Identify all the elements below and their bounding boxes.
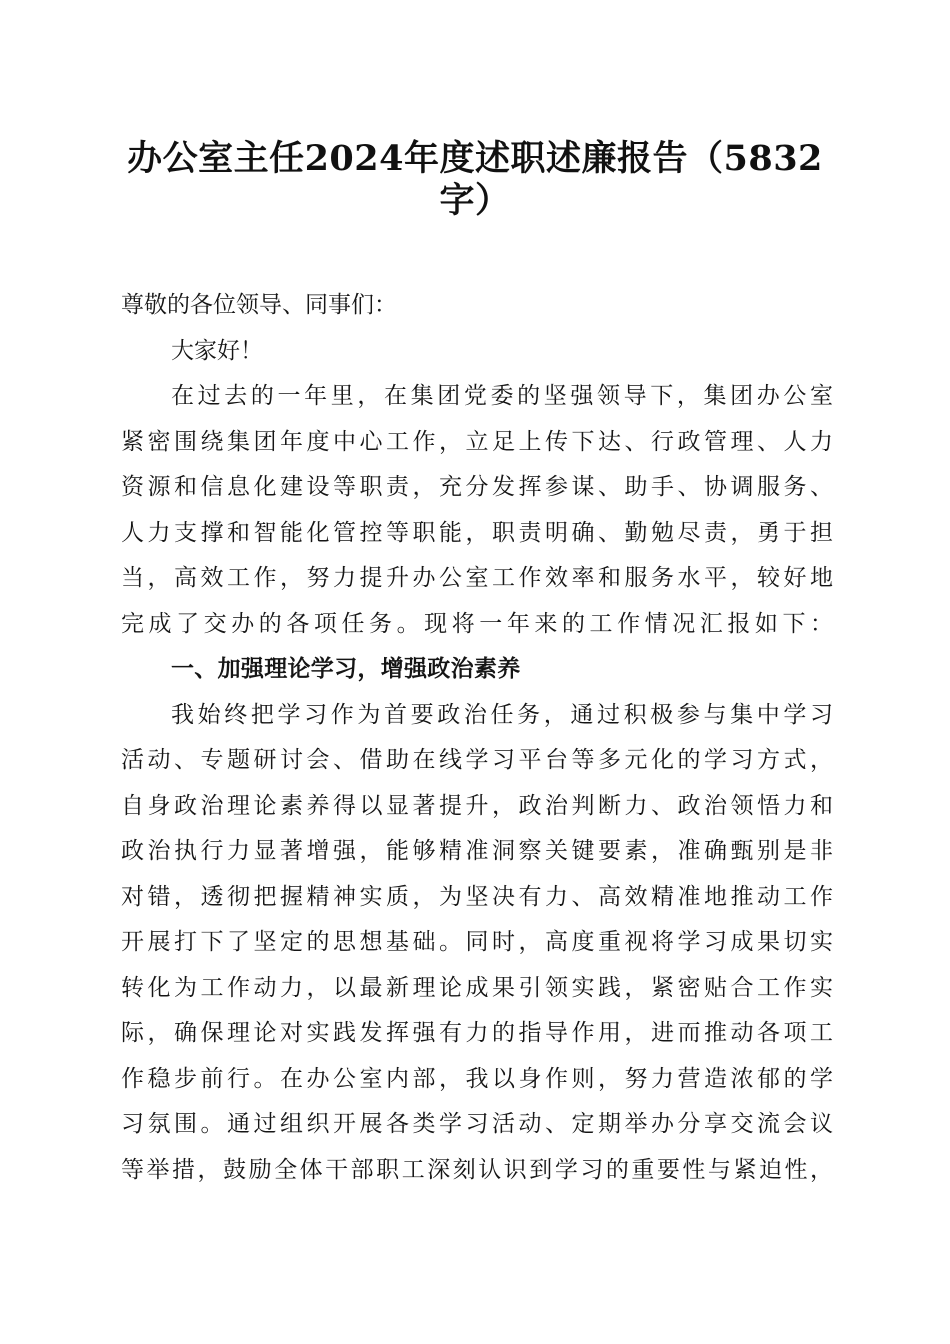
paragraph-line: 人力支撑和智能化管控等职能，职责明确、勤勉尽责，勇于担 (121, 519, 833, 546)
paragraph-line: 开展打下了坚定的思想基础。同时，高度重视将学习成果切实 (121, 929, 833, 955)
paragraph-study (121, 693, 833, 1194)
paragraph-line: 在过去的一年里，在集团党委的坚强领导下，集团办公室 (171, 383, 833, 409)
paragraph-line: 我始终把学习作为首要政治任务，通过积极参与集中学习 (171, 701, 833, 728)
paragraph-line: 当，高效工作，努力提升办公室工作效率和服务水平，较好地 (121, 565, 833, 591)
title-line-2: 字） (439, 180, 511, 221)
document-body (121, 283, 833, 1193)
salutation: 尊敬的各位领导、同事们： (121, 292, 397, 318)
paragraph-line: 活动、专题研讨会、借助在线学习平台等多元化的学习方式， (121, 747, 833, 773)
paragraph-line: 资源和信息化建设等职责，充分发挥参谋、助手、协调服务、 (121, 474, 833, 500)
paragraph-line: 完成了交办的各项任务。现将一年来的工作情况汇报如下： (121, 610, 833, 637)
paragraph-line: 转化为工作动力，以最新理论成果引领实践，紧密贴合工作实 (121, 974, 833, 1001)
greeting: 大家好！ (171, 337, 263, 364)
paragraph-line: 等举措，鼓励全体干部职工深刻认识到学习的重要性与紧迫性， (121, 1156, 833, 1183)
paragraph-line: 自身政治理论素养得以显著提升，政治判断力、政治领悟力和 (121, 792, 833, 819)
section-heading: 一、加强理论学习，增强政治素养 (171, 656, 521, 682)
paragraph-line: 紧密围绕集团年度中心工作，立足上传下达、行政管理、人力 (121, 428, 833, 455)
title-line-1: 办公室主任2024年度述职述廉报告（5832 (127, 138, 823, 179)
paragraph-line: 习氛围。通过组织开展各类学习活动、定期举办分享交流会议 (121, 1111, 833, 1137)
paragraph-line: 政治执行力显著增强，能够精准洞察关键要素，准确甄别是非 (121, 838, 833, 864)
paragraph-line: 作稳步前行。在办公室内部，我以身作则，努力营造浓郁的学 (121, 1065, 833, 1092)
paragraph-line: 际，确保理论对实践发挥强有力的指导作用，进而推动各项工 (121, 1020, 833, 1046)
paragraph-intro (121, 374, 833, 647)
paragraph-line: 对错，透彻把握精神实质，为坚决有力、高效精准地推动工作 (121, 883, 833, 910)
document-title (100, 138, 850, 222)
